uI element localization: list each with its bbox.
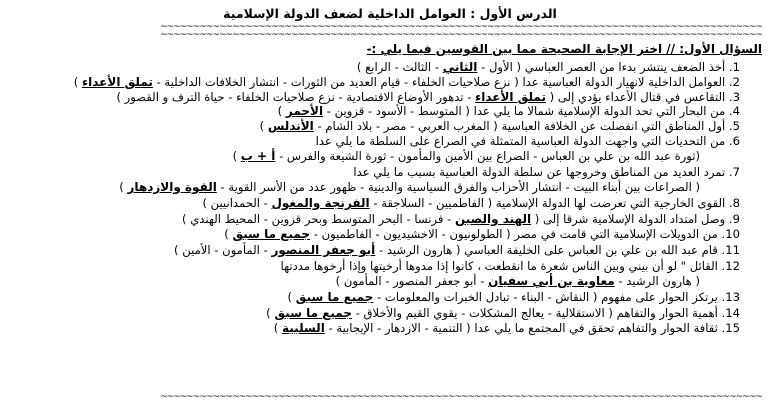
divider: ~~~~~~~~~~~~~~~~~~~~~~~~~~~~~~~~~~~~~~~~~~~~~~~~~~~~~~~~~~~~~~~~~~~~~~~~~~~~~~~~~~~~~~~~~~~~ — [160, 392, 762, 402]
correct-answer: جميع ما سبق — [232, 227, 311, 241]
options-text: - أبو جعفر المنصور - المأمون ) — [335, 274, 485, 288]
question-line — [10, 60, 740, 74]
question-line — [10, 227, 740, 241]
correct-answer: أ + ب — [240, 149, 276, 163]
options-text: ( النقاش - البناء - تبادل الخبرات والمعلومات - — [377, 290, 598, 304]
options-text: ( التنمية - الازدهار - الإيجابية - — [328, 321, 471, 335]
options-text: ) — [224, 227, 229, 241]
question-number: 9. — [728, 212, 740, 226]
question-line — [10, 306, 740, 320]
question-number: 10. — [721, 227, 740, 241]
correct-answer: الأحمر — [285, 104, 324, 118]
question-text: يرتكز الحوار على مفهوم — [601, 290, 718, 304]
lesson-title: الدرس الأول : العوامل الداخلية لضعف الدولة الإسلامية — [223, 6, 557, 21]
question-text: من الدويلات الإسلامية التي قامت في مصر — [514, 227, 718, 241]
question-text: أول المناطق التي انفصلت عن الخلافة العباسية — [501, 119, 726, 133]
options-text: ( المتوسط - الأسود - قزوين - — [326, 104, 470, 118]
options-text: - الحمدانيين ) — [202, 196, 268, 210]
divider: ~~~~~~~~~~~~~~~~~~~~~~~~~~~~~~~~~~~~~~~~~~~~~~~~~~~~~~~~~~~~~~~~~~~~~~~~~~~~~~~~~~~~~~~~~~~~ — [160, 30, 762, 40]
options-text: ) — [266, 306, 271, 320]
question-text: قام عبد الله بن علي بن العباس على الخليفة العباسي — [464, 243, 718, 257]
options-text: ( الاستقلالية - يعالج المشكلات - يقوي القيم والأخلاق - — [355, 306, 613, 320]
question-line — [10, 165, 740, 179]
correct-answer: جميع ما سبق — [274, 306, 352, 320]
question-text: من التحديات التي واجهت الدولة العباسية المتمثلة في الصراع على السلطة ما يلي عدا — [315, 134, 726, 148]
options-text: ) — [119, 180, 124, 194]
question-heading: السؤال الأول: // اختر الإجابة الصحيحة مما بين القوسين فيما يلي :- — [366, 42, 762, 56]
correct-answer: تملق الأعداء — [82, 75, 153, 89]
question-number: 11. — [721, 243, 740, 257]
question-line — [10, 119, 740, 133]
question-line — [10, 90, 740, 104]
question-line — [10, 212, 740, 226]
options-text: ( — [534, 212, 540, 226]
options-text: ) — [277, 104, 283, 118]
options-text: - الصراع بين الأمين والمأمون — [397, 149, 538, 163]
options-text: ) — [232, 149, 238, 163]
options-text: ( هارون الرشيد - — [618, 274, 700, 288]
options-text: ( نزع صلاحيات الخلفاء - قيام العديد من الثورات - انتشار الخلافات الداخلية - — [156, 75, 519, 89]
question-text: التقاعس في قتال الأعداء يؤدي إلى — [557, 90, 726, 104]
correct-answer: معاوية بن أبي سفيان — [488, 274, 615, 288]
correct-answer: الفرنجة والمغول — [271, 196, 370, 210]
question-line — [10, 243, 740, 257]
question-line — [10, 196, 740, 210]
question-number: 8. — [728, 196, 740, 210]
correct-answer: السلبية — [282, 321, 325, 335]
question-number: 7. — [728, 165, 740, 179]
question-line — [10, 149, 700, 163]
options-text: - تدهور الأوضاع الاقتصادية - نزع صلاحيات الخلفاء - حياة الترف و القصور ) — [116, 90, 472, 104]
question-number: 3. — [728, 90, 740, 104]
question-number: 12. — [721, 259, 740, 273]
question-line — [10, 134, 740, 148]
question-text: القوى الخارجية التي تعرضت لها الدولة الإسلامية — [495, 196, 726, 210]
question-text: القائل " لو أن بيني وبين الناس شعرة ما انقطعت ، كانوا إذا مدوها أرخيتها وإذا أرخوها مددتها — [280, 259, 718, 273]
correct-answer: الثاني — [442, 60, 478, 74]
question-text: أهمية الحوار والتفاهم — [616, 306, 718, 320]
correct-answer: أبو جعفر المنصور — [271, 243, 376, 257]
question-text: أخذ الضعف ينتشر بدءا من العصر العباسي — [524, 60, 726, 74]
question-number: 15. — [721, 321, 740, 335]
question-line — [10, 321, 740, 335]
question-number: 1. — [728, 60, 740, 74]
options-text: - المأمون - الأمين ) — [174, 243, 268, 257]
correct-answer: القوة والازدهار — [127, 180, 217, 194]
options-text: ) — [73, 75, 79, 89]
question-text: ثقافة الحوار والتفاهم تحقق في المجتمع ما يلي عدا — [474, 321, 718, 335]
options-text: - فرنسا - البحر المتوسط وبحر قزوين - المحيط الهندي ) — [181, 212, 452, 226]
correct-answer: الأندلس — [267, 119, 314, 133]
question-number: 13. — [721, 290, 740, 304]
question-line — [10, 75, 740, 89]
options-text: ( الأول - — [481, 60, 522, 74]
question-text: وصل امتداد الدولة الإسلامية شرقا إلى — [543, 212, 726, 226]
question-number: 6. — [728, 134, 740, 148]
correct-answer: جميع ما سبق — [295, 290, 374, 304]
correct-answer: تملق الأعداء — [475, 90, 546, 104]
options-text: - ثورة الشيعة والفرس - — [279, 149, 395, 163]
options-text: ) — [273, 321, 279, 335]
options-text: ( المغرب العربي - مصر - بلاد الشام - — [317, 119, 498, 133]
options-text: - الثالث - الرابع ) — [356, 60, 440, 74]
options-text: ( الصراعات بين أبناء البيت - انتشار الأحزاب والفرق السياسية والدينية - ظهور عدد من الأسر القوية - — [220, 180, 700, 194]
question-line — [10, 180, 700, 194]
question-number: 5. — [728, 119, 740, 133]
options-text: ( — [549, 90, 555, 104]
question-line — [10, 104, 740, 118]
options-text: ) — [287, 290, 293, 304]
question-number: 2. — [728, 75, 740, 89]
question-line — [10, 274, 700, 288]
question-text: تمرد العديد من المناطق وخروجها عن سلطة الدولة العباسية بسبب ما يلي عدا — [353, 165, 726, 179]
divider: ~~~~~~~~~~~~~~~~~~~~~~~~~~~~~~~~~~~~~~~~~~~~~~~~~~~~~~~~~~~~~~~~~~~~~~~~~~~~~~~~~~~~~~~~~~~~ — [160, 22, 762, 32]
options-text: ) — [259, 119, 265, 133]
options-text: ( الفاطميين - السلاجقة - — [373, 196, 493, 210]
question-text: من البحار التي تحد الدولة الإسلامية شمالا ما يلي عدا — [473, 104, 726, 118]
question-line — [10, 290, 740, 304]
question-number: 14. — [721, 306, 740, 320]
correct-answer: الهند والصين — [454, 212, 532, 226]
options-text: ( هارون الرشيد - — [378, 243, 461, 257]
question-number: 4. — [728, 104, 740, 118]
options-text: ( الطولونيون - الاخشيديون - الفاطميون - — [313, 227, 511, 241]
question-text: العوامل الداخلية لانهيار الدولة العباسية عدا — [522, 75, 726, 89]
question-line — [10, 259, 740, 273]
options-text: (ثورة عبد الله بن علي بن العباس — [541, 149, 700, 163]
